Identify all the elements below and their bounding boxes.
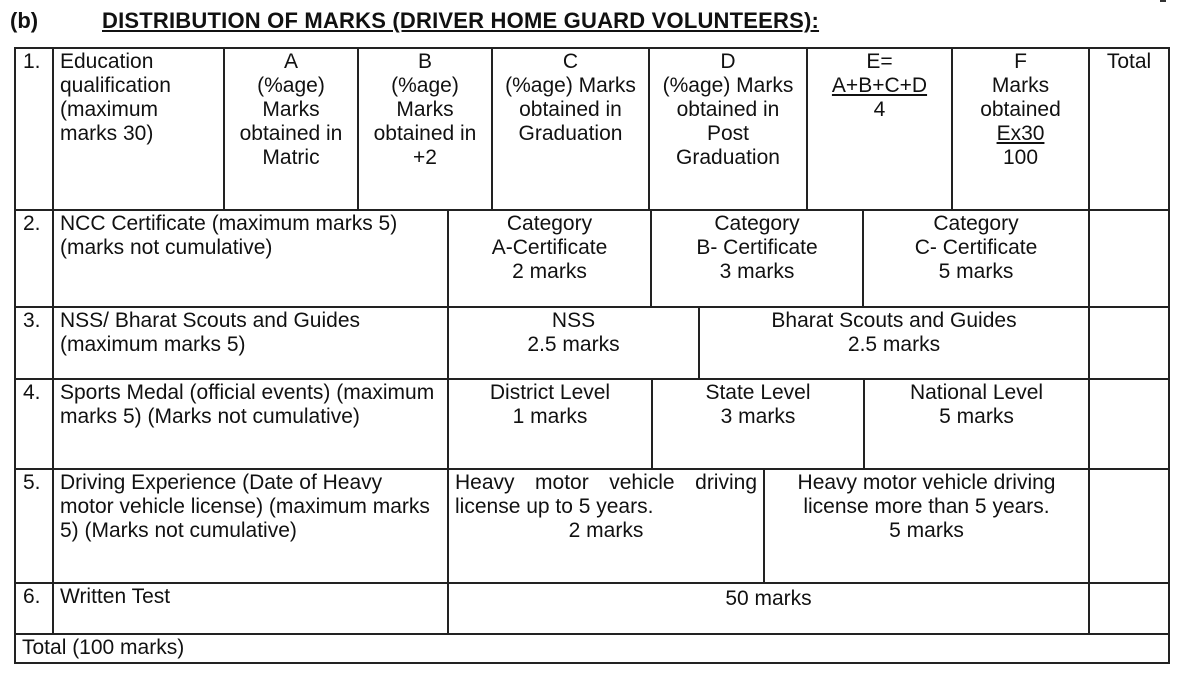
- nss-option-title: NSS: [551, 309, 596, 332]
- national-level-title: National Level: [909, 381, 1044, 404]
- written-test-marks: 50 marks: [725, 587, 812, 610]
- column-d-letter: D: [720, 50, 736, 73]
- ncc-category-b-title: Category: [714, 212, 800, 235]
- license-upto-5-years-marks: 2 marks: [568, 519, 644, 542]
- column-d-text: (%age) Marks obtained in Post Graduation: [662, 74, 794, 169]
- row-number: 2.: [23, 212, 41, 235]
- national-level-marks: 5 marks: [939, 405, 1014, 428]
- license-more-5-years: [765, 469, 1088, 545]
- education-label: Education qualification (maximum marks 30): [60, 50, 171, 145]
- nss-scouts-label: NSS/ Bharat Scouts and Guides (maximum marks 5): [60, 309, 360, 356]
- row-number: 4.: [23, 381, 41, 404]
- district-level-title: District Level: [489, 381, 611, 404]
- row-number: 5.: [23, 471, 41, 494]
- nss-option: [449, 307, 698, 359]
- ncc-category-c-title: Category: [933, 212, 1019, 235]
- state-level-marks: 3 marks: [720, 405, 796, 428]
- ncc-category-b-cert: B- Certificate: [696, 236, 818, 259]
- license-more-5-years-marks: 5 marks: [889, 519, 964, 542]
- ncc-category-b-marks: 3 marks: [719, 260, 795, 283]
- column-e-header: [808, 48, 951, 124]
- ncc-category-a-marks: 2 marks: [512, 260, 587, 283]
- district-level-marks: 1 marks: [512, 405, 588, 428]
- row-number: 6.: [23, 585, 41, 608]
- ncc-category-a: [449, 210, 650, 286]
- column-c-header: [493, 48, 648, 148]
- written-test-label: Written Test: [60, 585, 171, 608]
- district-level: [449, 379, 651, 431]
- ncc-category-c: [864, 210, 1088, 286]
- ncc-label: NCC Certificate (maximum marks 5) (marks not cumulative): [60, 212, 398, 259]
- column-a-header: [225, 48, 357, 172]
- ncc-category-b: [652, 210, 862, 286]
- column-a-text: (%age) Marks obtained in Matric: [239, 74, 343, 169]
- column-f-numerator: Ex30: [996, 122, 1045, 145]
- column-a-letter: A: [283, 50, 298, 73]
- column-f-text: Marks obtained: [980, 74, 1061, 121]
- driving-experience-label: Driving Experience (Date of Heavy motor vehicle license) (maximum marks 5) (Marks not cumulative): [60, 471, 430, 542]
- table-border-left: [14, 47, 16, 664]
- column-b-text: (%age) Marks obtained in +2: [373, 74, 477, 169]
- national-level: [865, 379, 1088, 431]
- ncc-category-a-cert: A-Certificate: [491, 236, 608, 259]
- column-f-letter: F: [1014, 50, 1027, 73]
- page-edge-line: [1160, 0, 1166, 4]
- total-column-divider: [1088, 47, 1090, 635]
- column-e-numerator: A+B+C+D: [831, 74, 928, 97]
- state-level: [653, 379, 863, 431]
- column-b-header: [359, 48, 491, 172]
- column-e-letter: E=: [866, 50, 893, 73]
- row-number: 1.: [23, 50, 41, 73]
- nss-option-marks: 2.5 marks: [527, 333, 620, 356]
- column-c-text: (%age) Marks obtained in Graduation: [505, 74, 636, 145]
- total-column-header: Total: [1106, 50, 1152, 73]
- table-border-bottom: [14, 662, 1170, 664]
- column-f-denominator: 100: [1002, 146, 1039, 169]
- column-d-header: [650, 48, 806, 172]
- document-title: DISTRIBUTION OF MARKS (DRIVER HOME GUARD VOLUNTEERS):: [102, 8, 820, 33]
- scouts-guides-option: [700, 307, 1088, 359]
- sports-medal-label: Sports Medal (official events) (maximum marks 5) (Marks not cumulative): [60, 381, 435, 428]
- license-more-5-years-text: Heavy motor vehicle driving license more than 5 years.: [797, 471, 1056, 518]
- row-number: 3.: [23, 309, 41, 332]
- ncc-category-c-cert: C- Certificate: [914, 236, 1038, 259]
- scouts-guides-title: Bharat Scouts and Guides: [771, 309, 1017, 332]
- table-border-right: [1168, 47, 1170, 664]
- state-level-title: State Level: [705, 381, 811, 404]
- column-e-denominator: 4: [873, 98, 886, 121]
- scouts-guides-marks: 2.5 marks: [847, 333, 941, 356]
- column-b-letter: B: [417, 50, 432, 73]
- ncc-category-a-title: Category: [506, 212, 593, 235]
- column-f-header: [953, 48, 1088, 172]
- license-upto-5-years-text: Heavy motor vehicle driving license up to 5 years.: [455, 471, 757, 518]
- ncc-category-c-marks: 5 marks: [938, 260, 1014, 283]
- license-upto-5-years: [449, 469, 763, 545]
- column-c-letter: C: [562, 50, 579, 73]
- total-marks-label: Total (100 marks): [22, 636, 185, 659]
- section-label: (b): [10, 8, 39, 33]
